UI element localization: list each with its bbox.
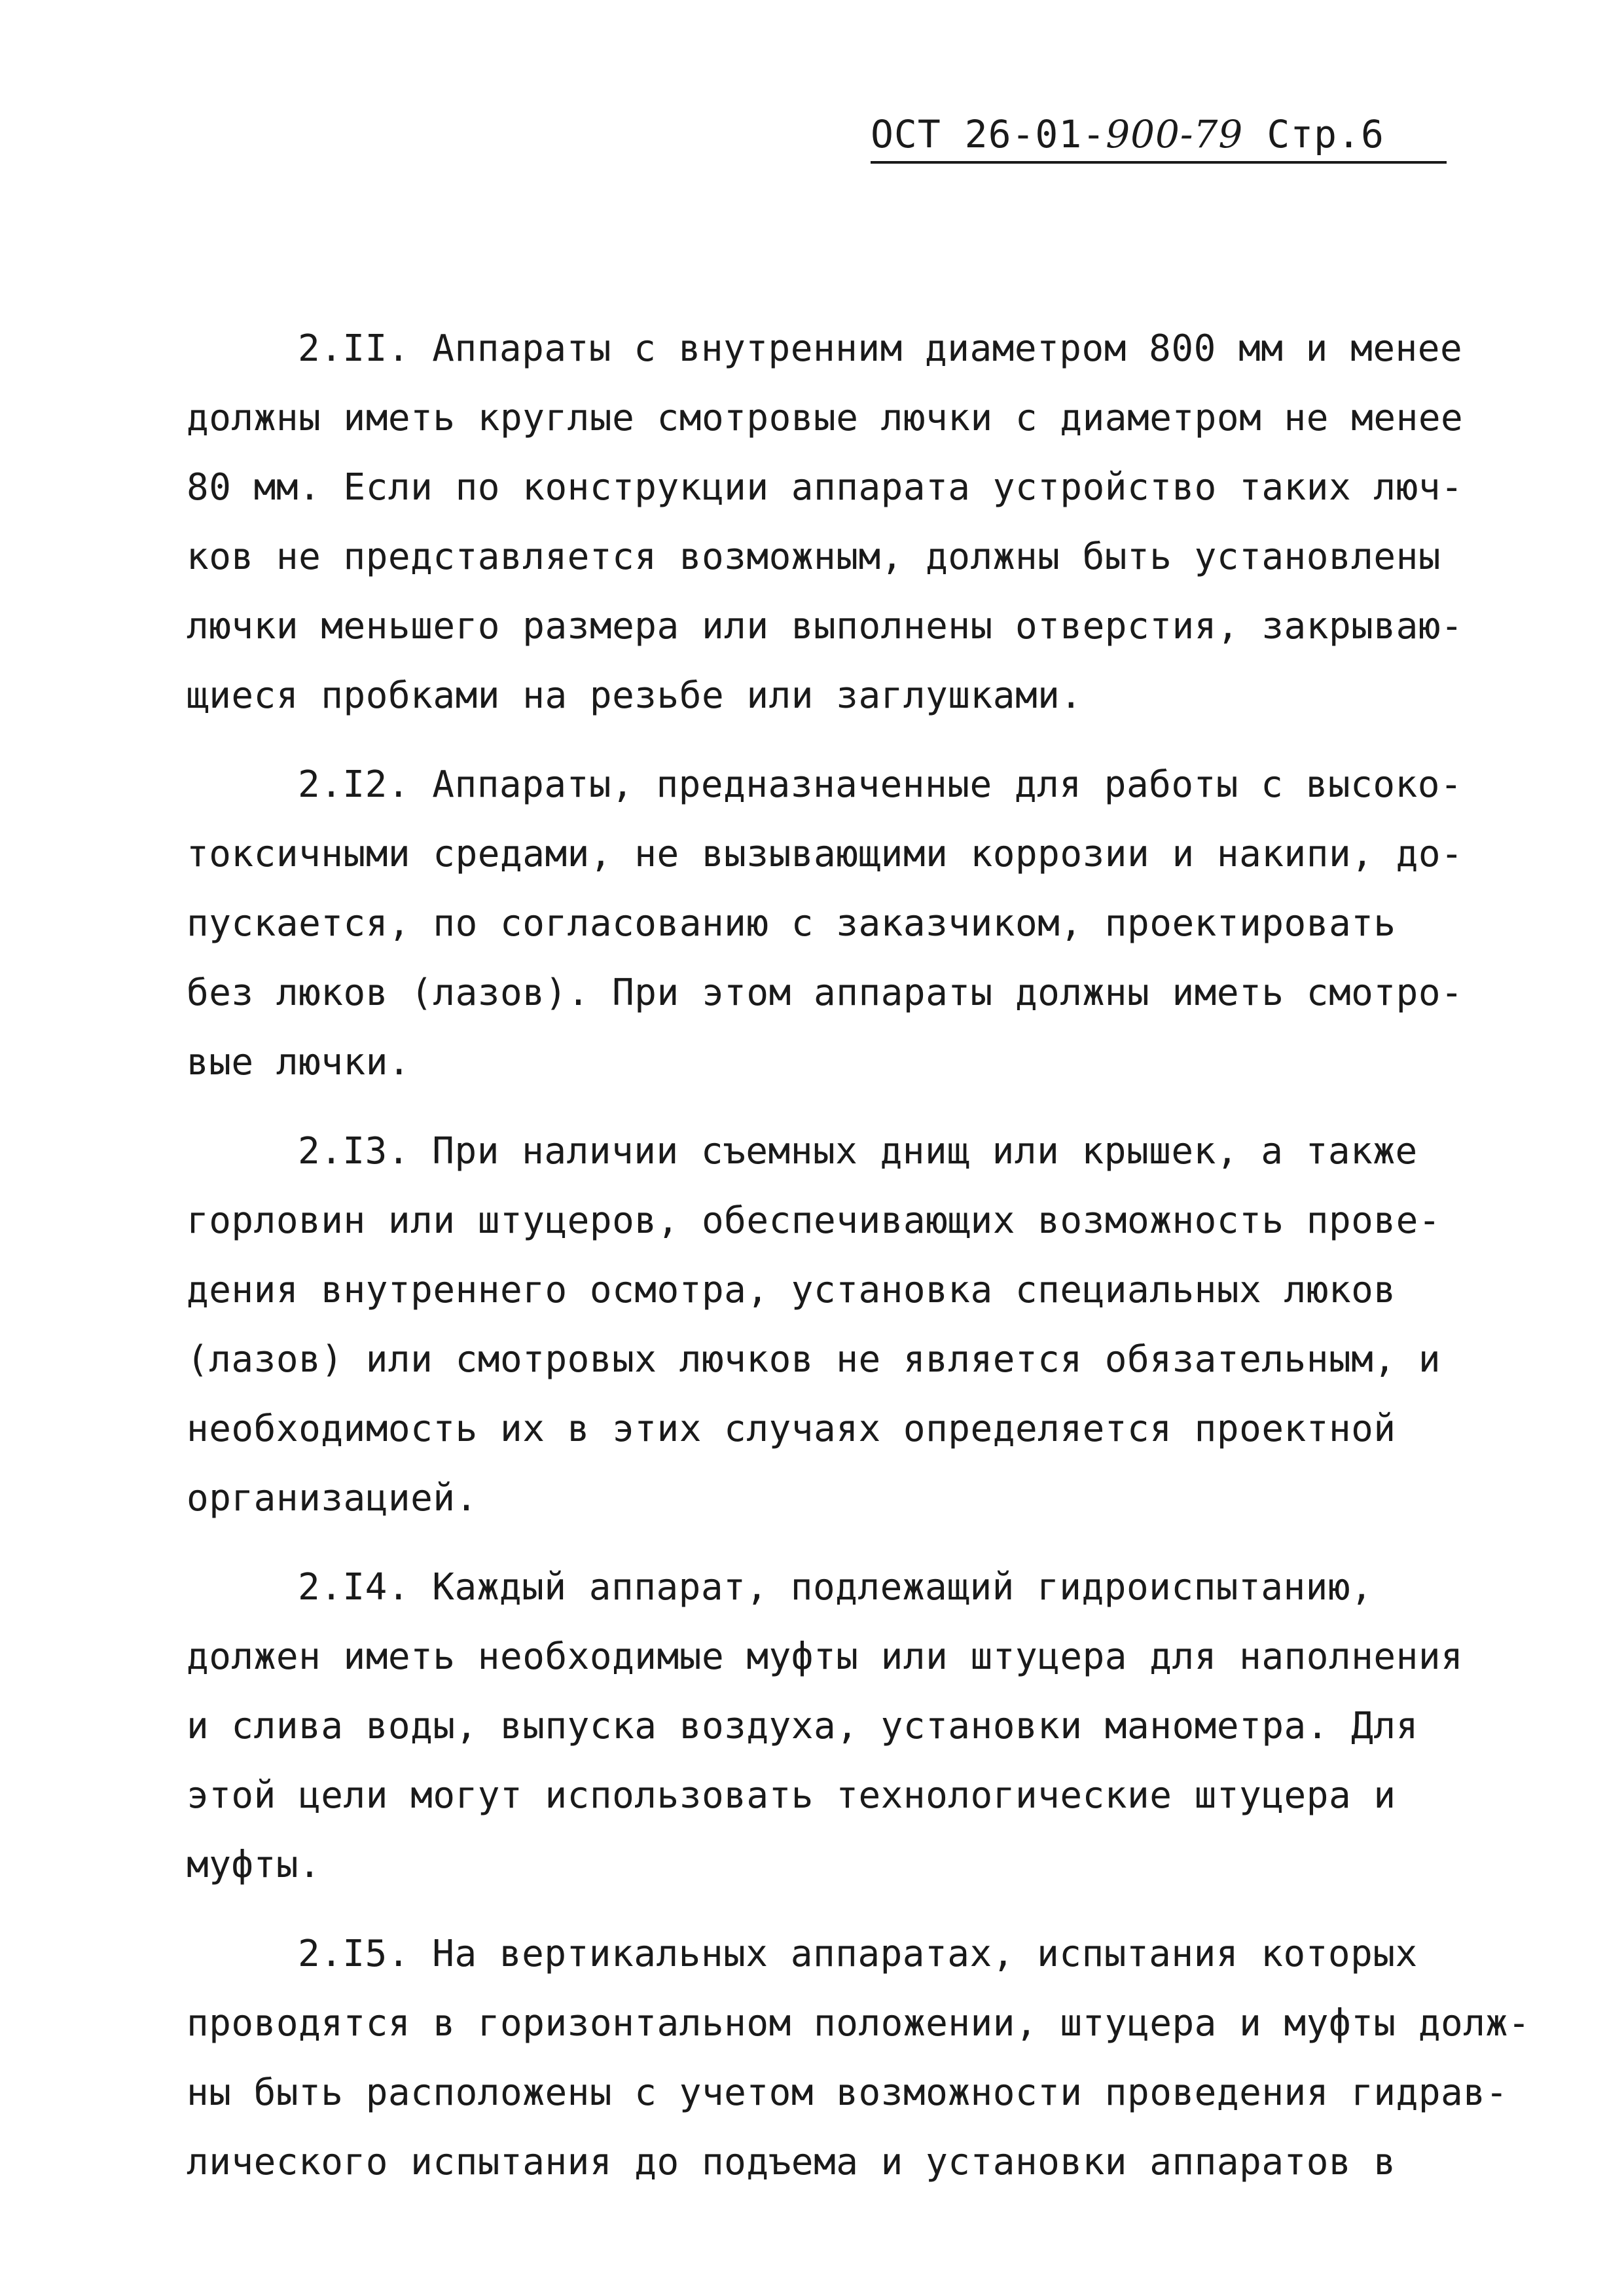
page-number: Стр.6 xyxy=(1267,112,1384,156)
text-line: щиеся пробками на резьбе или заглушками. xyxy=(187,674,1083,717)
paragraph-2-11 xyxy=(187,314,1464,731)
paragraph-2-15 xyxy=(187,1920,1530,2197)
text-line: ков не представляется возможным, должны быть установлены xyxy=(187,536,1441,578)
text-line: 2.II. Аппараты с внутренним диаметром 800 мм и менее xyxy=(298,327,1463,370)
text-line: должны иметь круглые смотровые лючки с диаметром не менее xyxy=(187,397,1464,439)
text-line: должен иметь необходимые муфты или штуцера для наполнения xyxy=(187,1635,1464,1678)
paragraph-gap xyxy=(187,1900,1437,1920)
text-line: 2.I2. Аппараты, предназначенные для работы с высоко- xyxy=(298,763,1463,806)
text-line: и слива воды, выпуска воздуха, установки манометра. Для xyxy=(187,1705,1418,1747)
text-line: 2.I3. При наличии съемных днищ или крышек, а также xyxy=(298,1130,1418,1173)
text-line: ны быть расположены с учетом возможности проведения гидрав- xyxy=(187,2071,1508,2114)
text-line: без люков (лазов). При этом аппараты должны иметь смотро- xyxy=(187,972,1464,1014)
text-line: пускается, по согласованию с заказчиком, проектировать xyxy=(187,902,1396,945)
text-line: муфты. xyxy=(187,1844,321,1886)
text-line: лючки меньшего размера или выполнены отверстия, закрываю- xyxy=(187,605,1464,647)
page-header xyxy=(871,111,1447,164)
paragraph-2-14 xyxy=(187,1553,1464,1900)
paragraph-gap xyxy=(187,1533,1437,1553)
paragraph-2-12 xyxy=(187,750,1464,1097)
text-line: 2.I4. Каждый аппарат, подлежащий гидроиспытанию, xyxy=(298,1566,1373,1609)
text-line: токсичными средами, не вызывающими коррозии и накипи, до- xyxy=(187,833,1464,875)
text-line: дения внутреннего осмотра, установка специальных люков xyxy=(187,1269,1396,1311)
paragraph-2-13 xyxy=(187,1117,1441,1533)
document-number-handwritten: 900-79 xyxy=(1106,112,1244,156)
document-number xyxy=(871,112,1243,156)
text-line: этой цели могут использовать технологические штуцера и xyxy=(187,1774,1396,1817)
text-line: вые лючки. xyxy=(187,1041,411,1084)
text-line: (лазов) или смотровых лючков не является обязательным, и xyxy=(187,1338,1441,1381)
text-line: проводятся в горизонтальном положении, штуцера и муфты долж- xyxy=(187,2002,1530,2045)
text-line: лического испытания до подъема и установки аппаратов в xyxy=(187,2141,1396,2183)
paragraph-gap xyxy=(187,731,1437,750)
text-line: 2.I5. На вертикальных аппаратах, испытания которых xyxy=(298,1933,1418,1975)
text-line: организацией. xyxy=(187,1477,478,1520)
document-number-prefix: ОСТ 26-01- xyxy=(871,112,1106,156)
paragraph-gap xyxy=(187,1097,1437,1117)
text-line: необходимость их в этих случаях определяется проектной xyxy=(187,1408,1396,1450)
document-body xyxy=(187,314,1530,2197)
text-line: 80 мм. Если по конструкции аппарата устройство таких люч- xyxy=(187,466,1464,509)
text-line: горловин или штуцеров, обеспечивающих возможность прове- xyxy=(187,1199,1441,1242)
